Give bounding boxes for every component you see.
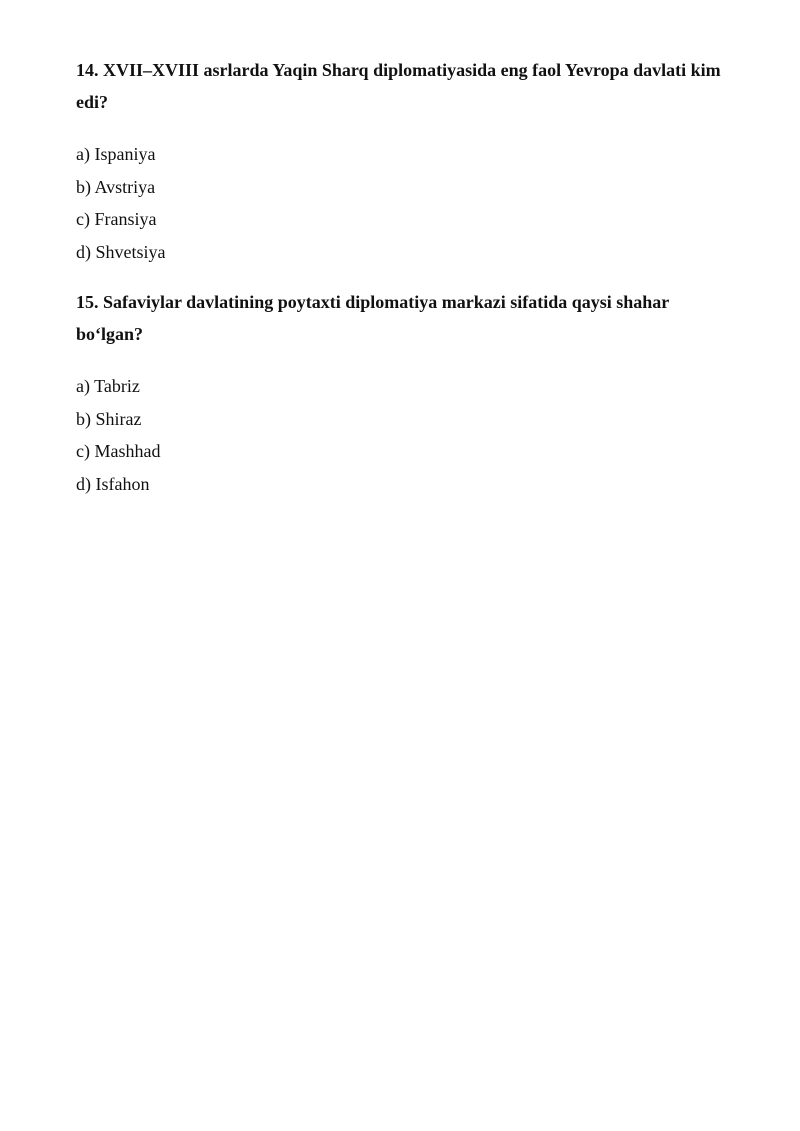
option-a: a) Tabriz xyxy=(76,376,140,396)
answer-options xyxy=(76,138,736,268)
question-text: 15. Safaviylar davlatining poytaxti diplomatiya markazi sifatida qaysi shahar bo‘lgan? xyxy=(76,292,669,344)
option-c: c) Mashhad xyxy=(76,441,161,461)
question-14 xyxy=(76,54,736,268)
option-a: a) Ispaniya xyxy=(76,144,156,164)
option-b: b) Avstriya xyxy=(76,176,156,197)
answer-options xyxy=(76,370,736,500)
question-15 xyxy=(76,286,736,500)
option-c: c) Fransiya xyxy=(76,209,157,229)
option-d: d) Shvetsiya xyxy=(76,241,166,262)
question-text: 14. XVII–XVIII asrlarda Yaqin Sharq diplomatiyasida eng faol Yevropa davlati kim edi? xyxy=(76,60,721,112)
option-d: d) Isfahon xyxy=(76,473,150,494)
option-b: b) Shiraz xyxy=(76,408,142,429)
